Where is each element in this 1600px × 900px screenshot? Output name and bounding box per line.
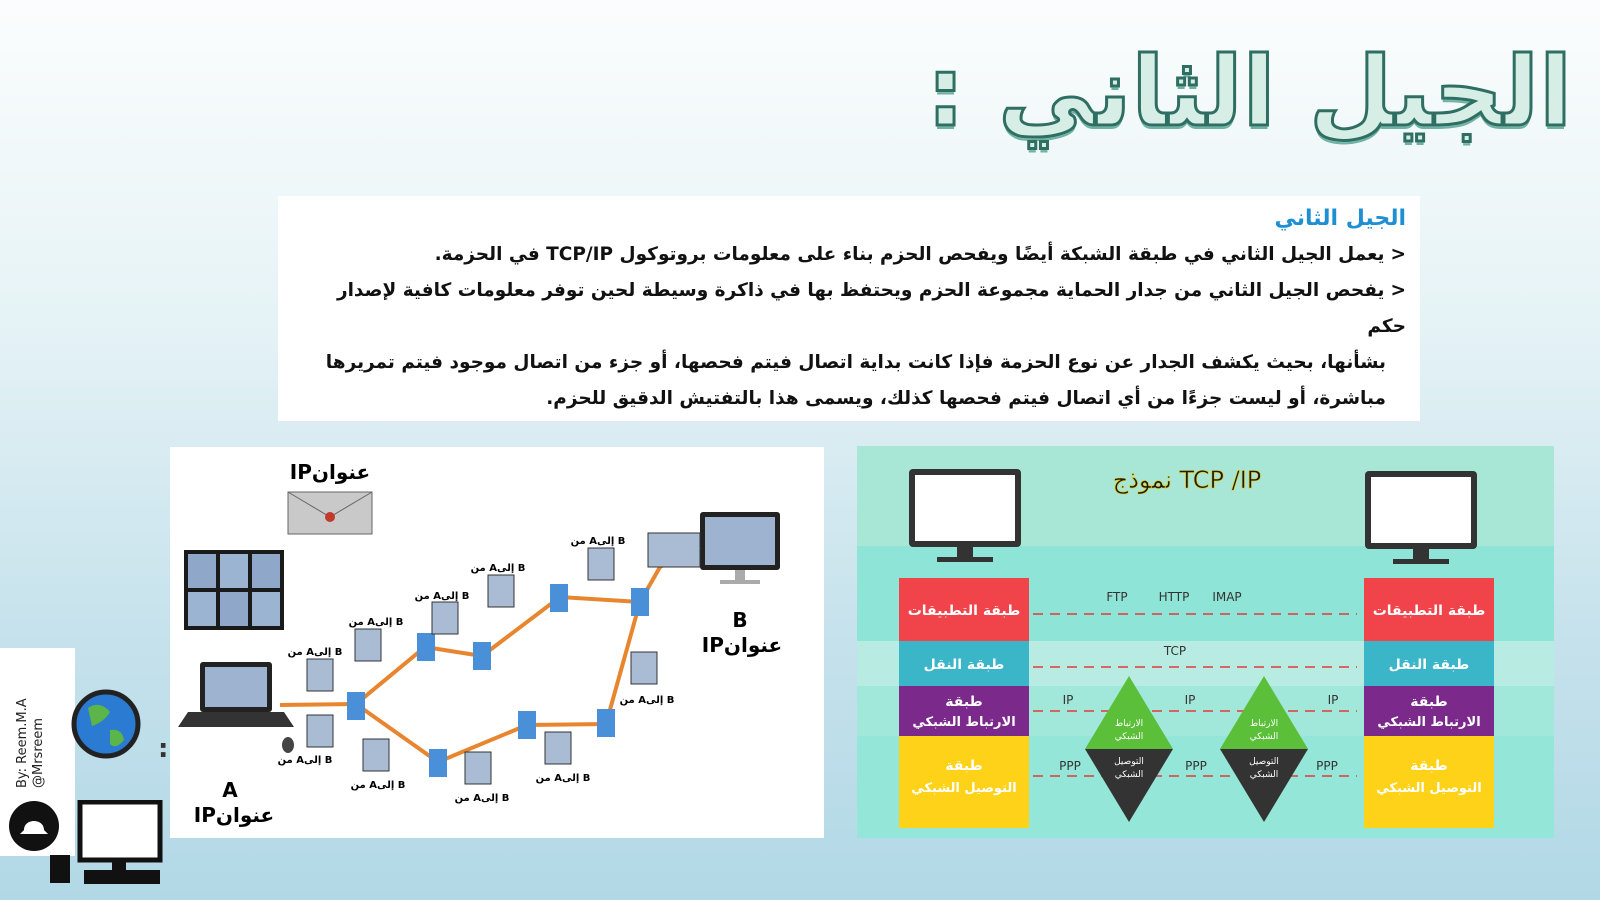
- envelope-icon: [288, 492, 372, 534]
- transport-layer-label: طبقة النقل: [1388, 657, 1470, 673]
- imap-label: IMAP: [1212, 590, 1242, 604]
- packet: [571, 536, 626, 580]
- right-layer-stack: [1364, 578, 1494, 828]
- ip-label: IP: [1062, 693, 1074, 707]
- ftp-label: FTP: [1106, 590, 1128, 604]
- packet-label: من Aإلى B: [535, 773, 591, 784]
- packet-label: من Aإلى B: [277, 755, 333, 766]
- page-title: الجيل الثاني :: [926, 36, 1572, 148]
- tri-down-label: التوصيل: [1114, 757, 1144, 767]
- tri-down-label: الشبكي: [1114, 770, 1144, 780]
- packet: [648, 533, 700, 567]
- bullet-mark: <: [1390, 280, 1406, 301]
- tri-down-label: التوصيل: [1249, 757, 1279, 767]
- packet-label: من Aإلى B: [287, 647, 343, 658]
- tri-up-label: الشبكي: [1114, 732, 1144, 742]
- network-layer-label: طبقة: [1410, 694, 1448, 710]
- node-b-label: B: [732, 608, 748, 632]
- ppp-label: PPP: [1185, 759, 1207, 773]
- packet: [349, 617, 404, 661]
- transport-layer-label: طبقة النقل: [923, 657, 1005, 673]
- application-layer-label: طبقة التطبيقات: [907, 603, 1021, 619]
- panel-heading: الجيل الثاني: [1274, 206, 1406, 231]
- packet-label: من Aإلى B: [619, 695, 675, 706]
- packet-label: من Aإلى B: [348, 617, 404, 628]
- bullet-1: [298, 237, 1406, 273]
- node-a-ip: IPعنوان: [193, 803, 275, 827]
- link-layer-label: طبقة: [945, 758, 983, 774]
- tcp-ip-title: نموذج TCP /IP: [1112, 466, 1262, 494]
- bullet-1-text: يعمل الجيل الثاني في طبقة الشبكة أيضًا ويفحص الحزم بناء على معلومات بروتوكول TCP/IP في الحزمة.: [434, 244, 1385, 265]
- credit-handle: @Mrsreem: [31, 717, 46, 788]
- bullet-mark: <: [1390, 244, 1406, 265]
- router-nodes: [347, 584, 649, 777]
- packet-label: من Aإلى B: [570, 536, 626, 547]
- colon-decoration-icon: :: [158, 734, 169, 764]
- tcp-label: TCP: [1163, 644, 1187, 658]
- network-layer-label: الارتباط الشبكي: [912, 715, 1016, 730]
- node-a-label: A: [222, 778, 238, 802]
- ppp-label: PPP: [1316, 759, 1338, 773]
- tcp-ip-model-diagram: [857, 446, 1554, 838]
- node-b-ip: IPعنوان: [701, 633, 783, 657]
- desktop-computer-icon: [50, 800, 165, 886]
- network-layer-label: طبقة: [945, 694, 983, 710]
- monitor-b-icon: [700, 512, 780, 584]
- ip-address-label: IPعنوان: [289, 460, 371, 484]
- bullet-2-line-1: يفحص الجيل الثاني من جدار الحماية مجموعة الحزم ويحتفظ بها في ذاكرة وسيطة لحين توفر معلومات كافية لإصدار حكم: [336, 280, 1406, 337]
- left-layer-stack: [899, 578, 1029, 828]
- packet: [471, 563, 526, 607]
- packet-label: من Aإلى B: [350, 780, 406, 791]
- packet-label: من Aإلى B: [470, 563, 526, 574]
- network-layer-label: الارتباط الشبكي: [1377, 715, 1481, 730]
- laptop-a-icon: [178, 662, 294, 753]
- packet-label: من Aإلى B: [454, 793, 510, 804]
- packet-label: من Aإلى B: [414, 591, 470, 602]
- link-layer-label: طبقة: [1410, 758, 1448, 774]
- packet: [536, 732, 591, 784]
- packet: [288, 647, 343, 691]
- link-layer-label: التوصيل الشبكي: [1376, 781, 1482, 796]
- packet: [455, 752, 510, 804]
- ip-label: IP: [1327, 693, 1339, 707]
- tri-up-label: الشبكي: [1249, 732, 1279, 742]
- globe-icon: [70, 678, 142, 778]
- tri-down-label: الشبكي: [1249, 770, 1279, 780]
- link-layer-label: التوصيل الشبكي: [911, 781, 1017, 796]
- tri-up-label: الارتباط: [1114, 719, 1144, 729]
- bullet-2-line-3: مباشرة، أو ليست جزءًا من أي اتصال فيتم فحصها كذلك، ويسمى هذا بالتفتيش الدقيق للحزم.: [546, 388, 1386, 409]
- packet: [620, 652, 675, 706]
- credit-text: [15, 698, 47, 788]
- packet-routing-diagram: [170, 447, 824, 838]
- packet: [351, 739, 406, 791]
- http-label: HTTP: [1158, 590, 1190, 604]
- text-panel: [278, 196, 1420, 421]
- packet: [415, 591, 470, 634]
- bullet-2: [298, 273, 1406, 345]
- bullet-2-line-2: بشأنها، بحيث يكشف الجدار عن نوع الحزمة فإذا كانت بداية اتصال فيتم فحصها، أو جزء من اتصال موجود فيتم تمريرها: [325, 352, 1386, 373]
- tri-up-label: الارتباط: [1249, 719, 1279, 729]
- ppp-label: PPP: [1059, 759, 1081, 773]
- penguin-image-grid: [184, 550, 284, 630]
- application-layer-label: طبقة التطبيقات: [1372, 603, 1486, 619]
- ip-label: IP: [1184, 693, 1196, 707]
- credit-author: By: Reem.M.A: [15, 698, 30, 788]
